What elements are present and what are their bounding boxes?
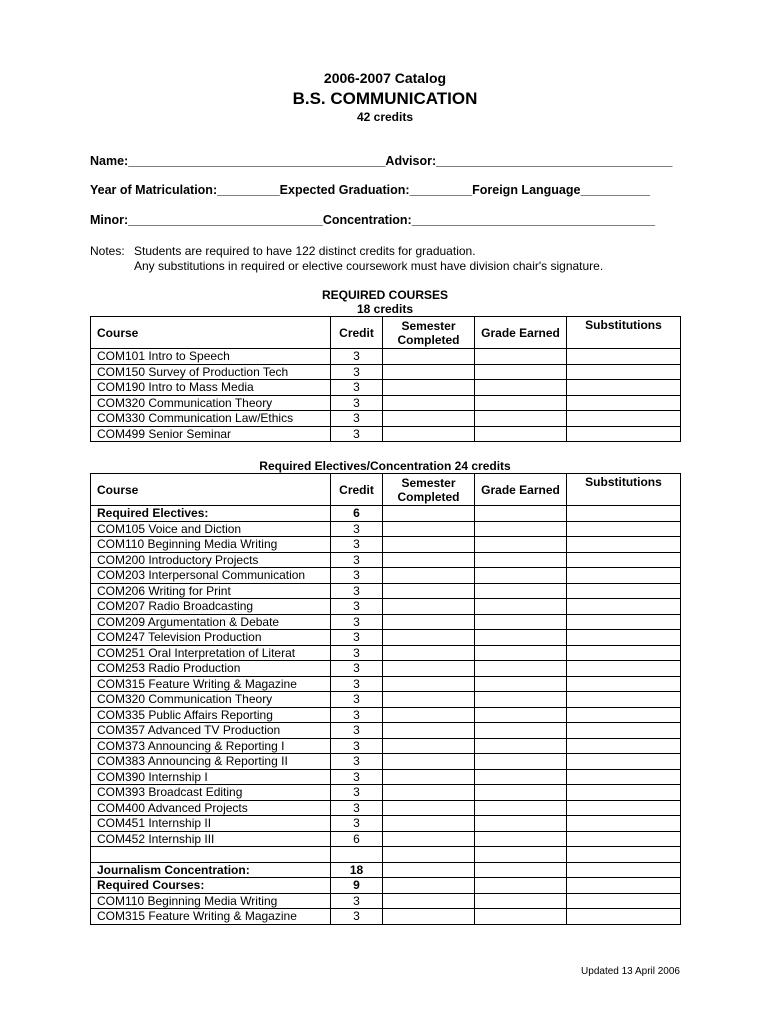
credit-cell: 3 — [331, 692, 383, 708]
grade-cell[interactable] — [475, 893, 567, 909]
substitution-cell[interactable] — [567, 380, 681, 396]
semester-cell[interactable] — [383, 816, 475, 832]
credit-cell: 3 — [331, 395, 383, 411]
grade-cell[interactable] — [475, 599, 567, 615]
semester-cell[interactable] — [383, 537, 475, 553]
grade-cell[interactable] — [475, 878, 567, 894]
table-row — [91, 552, 681, 568]
semester-cell[interactable] — [383, 630, 475, 646]
table-row — [91, 676, 681, 692]
course-cell: COM101 Intro to Speech — [91, 349, 331, 365]
required-courses-title: REQUIRED COURSES — [321, 288, 449, 302]
program-title: B.S. COMMUNICATION — [292, 89, 478, 108]
table-row — [91, 738, 681, 754]
grade-cell[interactable] — [475, 380, 567, 396]
course-cell: COM251 Oral Interpretation of Literat — [91, 645, 331, 661]
table-row — [91, 878, 681, 894]
course-cell: Required Courses: — [91, 878, 331, 894]
credit-cell: 3 — [331, 816, 383, 832]
semester-cell[interactable] — [383, 380, 475, 396]
course-cell: COM253 Radio Production — [91, 661, 331, 677]
substitution-cell[interactable] — [567, 878, 681, 894]
credit-cell: 3 — [331, 552, 383, 568]
course-cell: COM373 Announcing & Reporting I — [91, 738, 331, 754]
minor-concentration-line[interactable]: Minor:____________________________Concentration:___________________________________ — [90, 213, 656, 227]
course-cell: COM206 Writing for Print — [91, 583, 331, 599]
grade-cell[interactable] — [475, 754, 567, 770]
substitution-cell[interactable] — [567, 707, 681, 723]
table-row — [91, 645, 681, 661]
table-row — [91, 380, 681, 396]
credit-cell — [331, 847, 383, 863]
credit-cell: 3 — [331, 583, 383, 599]
table-row — [91, 349, 681, 365]
semester-cell[interactable] — [383, 599, 475, 615]
credit-cell: 3 — [331, 723, 383, 739]
required-courses-table — [90, 316, 681, 442]
semester-cell[interactable] — [383, 676, 475, 692]
substitution-cell[interactable] — [567, 847, 681, 863]
substitution-cell[interactable] — [567, 349, 681, 365]
table-row — [91, 395, 681, 411]
credit-cell: 3 — [331, 630, 383, 646]
substitution-cell[interactable] — [567, 661, 681, 677]
credit-cell: 3 — [331, 676, 383, 692]
substitution-cell[interactable] — [567, 769, 681, 785]
grade-cell[interactable] — [475, 614, 567, 630]
table-row — [91, 692, 681, 708]
substitution-cell[interactable] — [567, 599, 681, 615]
table-row — [91, 785, 681, 801]
electives-table — [90, 473, 681, 925]
credit-cell: 3 — [331, 380, 383, 396]
table-row — [91, 506, 681, 522]
table-row — [91, 411, 681, 427]
credit-cell: 3 — [331, 411, 383, 427]
semester-cell[interactable] — [383, 738, 475, 754]
grade-cell[interactable] — [475, 707, 567, 723]
grade-cell[interactable] — [475, 676, 567, 692]
grade-cell[interactable] — [475, 411, 567, 427]
semester-cell[interactable] — [383, 692, 475, 708]
semester-cell[interactable] — [383, 645, 475, 661]
substitution-cell[interactable] — [567, 537, 681, 553]
course-cell: COM150 Survey of Production Tech — [91, 364, 331, 380]
grade-cell[interactable] — [475, 785, 567, 801]
credit-cell: 3 — [331, 661, 383, 677]
column-course: Course — [91, 317, 331, 349]
semester-cell[interactable] — [383, 893, 475, 909]
substitution-cell[interactable] — [567, 645, 681, 661]
grade-cell[interactable] — [475, 661, 567, 677]
table-row — [91, 754, 681, 770]
substitution-cell[interactable] — [567, 568, 681, 584]
course-cell: COM451 Internship II — [91, 816, 331, 832]
column-grade: Grade Earned — [475, 474, 567, 506]
credit-cell: 3 — [331, 769, 383, 785]
substitution-cell[interactable] — [567, 862, 681, 878]
table-row — [91, 909, 681, 925]
credit-cell: 3 — [331, 800, 383, 816]
semester-cell[interactable] — [383, 769, 475, 785]
table-row — [91, 599, 681, 615]
credit-cell: 3 — [331, 521, 383, 537]
substitution-cell[interactable] — [567, 521, 681, 537]
substitution-cell[interactable] — [567, 692, 681, 708]
substitution-cell[interactable] — [567, 754, 681, 770]
grade-cell[interactable] — [475, 552, 567, 568]
credit-cell: 6 — [331, 506, 383, 522]
grade-cell[interactable] — [475, 816, 567, 832]
semester-cell[interactable] — [383, 364, 475, 380]
substitution-cell[interactable] — [567, 893, 681, 909]
grade-cell[interactable] — [475, 862, 567, 878]
credit-cell: 3 — [331, 537, 383, 553]
grade-cell[interactable] — [475, 847, 567, 863]
column-semester: Semester Completed — [383, 474, 475, 506]
course-cell: COM203 Interpersonal Communication — [91, 568, 331, 584]
table-row — [91, 723, 681, 739]
credit-cell: 3 — [331, 738, 383, 754]
semester-cell[interactable] — [383, 349, 475, 365]
credit-cell: 9 — [331, 878, 383, 894]
grade-cell[interactable] — [475, 800, 567, 816]
course-cell: COM200 Introductory Projects — [91, 552, 331, 568]
note-substitutions: Any substitutions in required or elective coursework must have division chair's signature. — [134, 259, 604, 273]
substitution-cell[interactable] — [567, 831, 681, 847]
grade-cell[interactable] — [475, 537, 567, 553]
course-cell: COM330 Communication Law/Ethics — [91, 411, 331, 427]
substitution-cell[interactable] — [567, 506, 681, 522]
table-row — [91, 816, 681, 832]
credit-cell: 3 — [331, 568, 383, 584]
course-cell: COM393 Broadcast Editing — [91, 785, 331, 801]
substitution-cell[interactable] — [567, 426, 681, 442]
grade-cell[interactable] — [475, 583, 567, 599]
substitution-cell[interactable] — [567, 364, 681, 380]
substitution-cell[interactable] — [567, 583, 681, 599]
course-cell: COM357 Advanced TV Production — [91, 723, 331, 739]
substitution-cell[interactable] — [567, 909, 681, 925]
grade-cell[interactable] — [475, 692, 567, 708]
credit-cell: 3 — [331, 364, 383, 380]
course-cell: COM335 Public Affairs Reporting — [91, 707, 331, 723]
grade-cell[interactable] — [475, 645, 567, 661]
grade-cell[interactable] — [475, 521, 567, 537]
electives-title: Required Electives/Concentration 24 credits — [259, 459, 511, 473]
credit-cell: 3 — [331, 785, 383, 801]
credit-cell: 3 — [331, 707, 383, 723]
note-credits: Students are required to have 122 distinct credits for graduation. — [134, 244, 476, 258]
grade-cell[interactable] — [475, 506, 567, 522]
substitution-cell[interactable] — [567, 816, 681, 832]
semester-cell[interactable] — [383, 395, 475, 411]
grade-cell[interactable] — [475, 568, 567, 584]
grade-cell[interactable] — [475, 831, 567, 847]
total-credits: 42 credits — [356, 110, 414, 124]
substitution-cell[interactable] — [567, 630, 681, 646]
course-cell: COM383 Announcing & Reporting II — [91, 754, 331, 770]
semester-cell[interactable] — [383, 723, 475, 739]
semester-cell[interactable] — [383, 909, 475, 925]
semester-cell[interactable] — [383, 754, 475, 770]
semester-cell[interactable] — [383, 800, 475, 816]
table-row — [91, 568, 681, 584]
semester-cell[interactable] — [383, 707, 475, 723]
grade-cell[interactable] — [475, 769, 567, 785]
course-cell: COM452 Internship III — [91, 831, 331, 847]
table-row — [91, 537, 681, 553]
substitution-cell[interactable] — [567, 676, 681, 692]
table-header-row — [91, 474, 681, 506]
substitution-cell[interactable] — [567, 411, 681, 427]
course-cell: COM315 Feature Writing & Magazine — [91, 909, 331, 925]
course-cell: Journalism Concentration: — [91, 862, 331, 878]
course-cell: COM105 Voice and Diction — [91, 521, 331, 537]
grade-cell[interactable] — [475, 349, 567, 365]
grade-cell[interactable] — [475, 738, 567, 754]
required-courses-credits: 18 credits — [356, 302, 414, 316]
semester-cell[interactable] — [383, 614, 475, 630]
course-cell: COM209 Argumentation & Debate — [91, 614, 331, 630]
column-course: Course — [91, 474, 331, 506]
credit-cell: 3 — [331, 645, 383, 661]
table-header-row — [91, 317, 681, 349]
table-row — [91, 364, 681, 380]
course-cell: COM110 Beginning Media Writing — [91, 893, 331, 909]
table-row — [91, 769, 681, 785]
semester-cell[interactable] — [383, 583, 475, 599]
semester-cell[interactable] — [383, 426, 475, 442]
substitution-cell[interactable] — [567, 800, 681, 816]
semester-cell[interactable] — [383, 878, 475, 894]
substitution-cell[interactable] — [567, 723, 681, 739]
course-cell: Required Electives: — [91, 506, 331, 522]
column-credit: Credit — [331, 317, 383, 349]
substitution-cell[interactable] — [567, 738, 681, 754]
course-cell: COM400 Advanced Projects — [91, 800, 331, 816]
semester-cell[interactable] — [383, 847, 475, 863]
semester-cell[interactable] — [383, 661, 475, 677]
table-row — [91, 847, 681, 863]
course-cell: COM390 Internship I — [91, 769, 331, 785]
course-cell: COM320 Communication Theory — [91, 395, 331, 411]
course-cell: COM315 Feature Writing & Magazine — [91, 676, 331, 692]
grade-cell[interactable] — [475, 426, 567, 442]
course-cell: COM110 Beginning Media Writing — [91, 537, 331, 553]
table-row — [91, 521, 681, 537]
course-cell: COM320 Communication Theory — [91, 692, 331, 708]
grade-cell[interactable] — [475, 723, 567, 739]
table-row — [91, 893, 681, 909]
substitution-cell[interactable] — [567, 614, 681, 630]
table-row — [91, 862, 681, 878]
credit-cell: 18 — [331, 862, 383, 878]
course-cell — [91, 847, 331, 863]
semester-cell[interactable] — [383, 568, 475, 584]
grade-cell[interactable] — [475, 364, 567, 380]
table-row — [91, 831, 681, 847]
notes-label: Notes: — [90, 244, 125, 258]
credit-cell: 3 — [331, 599, 383, 615]
name-advisor-line[interactable]: Name:_____________________________________Advisor:__________________________________ — [90, 154, 673, 168]
updated-date: Updated 13 April 2006 — [581, 966, 680, 977]
substitution-cell[interactable] — [567, 785, 681, 801]
table-row — [91, 614, 681, 630]
catalog-year: 2006-2007 Catalog — [323, 70, 447, 86]
credit-cell: 3 — [331, 909, 383, 925]
column-substitutions: Substitutions — [567, 317, 681, 349]
semester-cell[interactable] — [383, 411, 475, 427]
substitution-cell[interactable] — [567, 552, 681, 568]
table-row — [91, 800, 681, 816]
semester-cell[interactable] — [383, 785, 475, 801]
column-credit: Credit — [331, 474, 383, 506]
column-grade: Grade Earned — [475, 317, 567, 349]
table-row — [91, 707, 681, 723]
grade-cell[interactable] — [475, 395, 567, 411]
semester-cell[interactable] — [383, 552, 475, 568]
course-cell: COM247 Television Production — [91, 630, 331, 646]
course-cell: COM499 Senior Seminar — [91, 426, 331, 442]
credit-cell: 3 — [331, 614, 383, 630]
table-row — [91, 630, 681, 646]
grade-cell[interactable] — [475, 630, 567, 646]
table-row — [91, 583, 681, 599]
table-row — [91, 661, 681, 677]
semester-cell[interactable] — [383, 831, 475, 847]
credit-cell: 3 — [331, 349, 383, 365]
credit-cell: 3 — [331, 893, 383, 909]
semester-cell[interactable] — [383, 521, 475, 537]
matriculation-graduation-language-line[interactable]: Year of Matriculation:_________Expected Graduation:_________Foreign Language__________ — [90, 183, 650, 197]
credit-cell: 3 — [331, 426, 383, 442]
grade-cell[interactable] — [475, 909, 567, 925]
semester-cell[interactable] — [383, 862, 475, 878]
credit-cell: 6 — [331, 831, 383, 847]
substitution-cell[interactable] — [567, 395, 681, 411]
course-cell: COM190 Intro to Mass Media — [91, 380, 331, 396]
column-substitutions: Substitutions — [567, 474, 681, 506]
semester-cell[interactable] — [383, 506, 475, 522]
column-semester: Semester Completed — [383, 317, 475, 349]
course-cell: COM207 Radio Broadcasting — [91, 599, 331, 615]
table-row — [91, 426, 681, 442]
credit-cell: 3 — [331, 754, 383, 770]
